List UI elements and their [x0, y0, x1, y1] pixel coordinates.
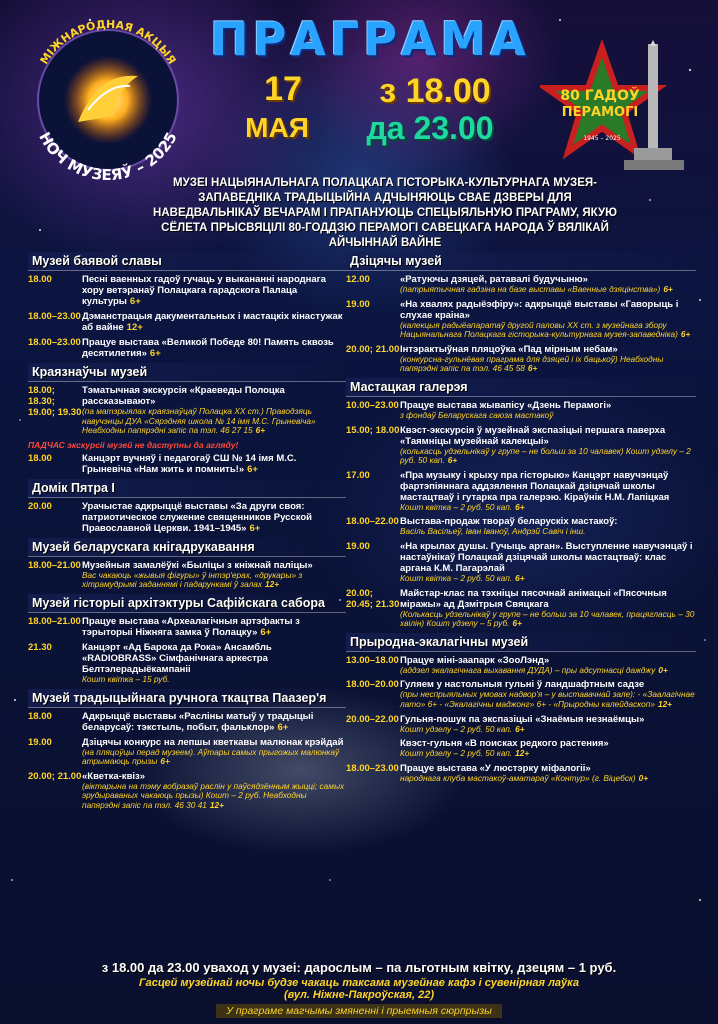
event-text: Квэст-экскурсія ў музейнай экспазіцыі першага паверха «Таямніцы музейнай калекцыі» [400, 424, 666, 447]
event-note: народнага клуба мастакоў-аматараў «Контур» (г. Віцебск) 0+ [400, 772, 649, 783]
event-text: Майстар-клас па тэхніцы пясочнай анімацыі «Пясочныя міражы» ад Дзмітрыя Свяцкага [400, 587, 667, 610]
event-body [82, 711, 346, 733]
event-text: Квэст-гульня «В поисках редкого растения» [400, 738, 609, 750]
intro-text: МУЗЕІ НАЦЫЯНАЛЬНАГА ПОЛАЦКАГА ГІСТОРЫКА-КУЛЬТУРНАГА МУЗЕЯ-ЗАПАВЕДНІКА ТРАДЫЦЫЙНА АДЧЫНЯЮЦЬ СВАЕ ДЗВЕРЫ ДЛЯ НАВЕДВАЛЬНІКАЎ ВЕЧАРАМ І ПРАПАНУЮЦЬ СПЕЦЫЯЛЬНУЮ ПРАГРАМУ, ЯКУЮ СЁЛЕТА ПРЫСВЯЦІЛІ 80-ГОДДЗЮ ПЕРАМОГІ САВЕЦКАГА НАРОДА Ў ВЯЛІКАЙ АЙЧЫННАЙ ВАЙНЕ [153, 177, 617, 249]
event-row [346, 470, 696, 513]
event-time: 10.00–23.00 [346, 399, 399, 411]
event-text: Дэманстрацыя дакументальных і мастацкіх кінастужак аб вайне [82, 311, 343, 333]
age-rating: 6+ [247, 463, 258, 475]
event-time: 18.00–22.00 [346, 516, 399, 528]
event-note: (па матэрыялах краязнаўцаў Полацка ХХ ст.) Праводзяць навучэнцы ДУА «Сярэдняя школа № 14 імя М.С. Грыневіча» Неабходны папярэдні запіс па тэл. 46 27 15 6+ [82, 406, 316, 436]
event-time: 19.00 [346, 540, 370, 552]
event-body [400, 541, 696, 584]
event-row [346, 714, 696, 735]
event-body [82, 616, 346, 638]
event-row [346, 541, 696, 584]
event-text: Працуе выстава жывапісу «Дзень Перамогі» [400, 399, 612, 411]
section-heading: Музей баявой славы [28, 252, 346, 271]
event-text: Гульня-пошук па экспазіцыі «Знаёмыя незнаёмцы» [400, 713, 645, 725]
event-note: (аддзел экалагічнага выхавання ДУДА) – пры адсутнасці дажджу 0+ [400, 664, 668, 675]
victory-80-badge [540, 40, 700, 180]
footer-cafe-info: Гасцей музейнай ночы будзе чакаць таксама музейнае кафэ і сувенірная лаўка [139, 977, 579, 989]
event-text: Музейныя замалёўкі «Былiцы з кніжнай паліцы» [82, 559, 313, 571]
event-time: 13.00–18.00 [346, 654, 399, 666]
event-text: «Кветка-квіз» [82, 770, 146, 782]
section-heading: Прыродна-экалагічны музей [346, 633, 696, 652]
event-text: Урачыстае адкрыццё выставы «За други своя: патриотическое служение священников Русской Православной Церкви. 1941–1945» [82, 500, 312, 534]
age-rating: 6+ [663, 284, 673, 294]
event-time: 18.00 [28, 452, 52, 464]
event-text: «На хвалях радыёэфіру»: адкрыццё выставы «Гаворыць і слухае краіна» [400, 298, 679, 321]
event-body [82, 337, 346, 359]
footer-address: (вул. Ніжне-Пакроўская, 22) [283, 989, 435, 1001]
event-time: 20.00; 21.00 [346, 343, 400, 355]
event-time: 20.00–22.00 [346, 713, 399, 725]
event-text: Тэматычная экскурсія «Краеведы Полоцка рассказывают» [82, 385, 285, 407]
event-text: «Пра музыку і крыху пра гісторыю» Канцэрт навучэнцаў фартэпіяннага аддзялення Полацкай дзіцячай школы мастацтваў і гутарка пра галерэю. Кіраўнік Н.М. Лапіцкая [400, 469, 670, 503]
event-text: Гуляем у настольныя гульні ў ландшафтным садзе [400, 679, 645, 691]
event-row [28, 737, 346, 767]
event-row [28, 560, 346, 590]
event-body [82, 453, 346, 475]
age-rating: 6+ [160, 756, 170, 767]
page-title: ПРАГРАМА [210, 12, 530, 66]
event-body [400, 274, 696, 295]
event-note: Кошт квітка – 2 руб. 50 кап. 6+ [400, 501, 525, 512]
section-heading: Домік Пятра І [28, 479, 346, 498]
event-note: з фондаў Беларускага саюза мастакоў [400, 409, 554, 420]
event-text: Адкрыццё выставы «Расліны матыў у традыцыі беларусаў: тэкстыль, побыт, фальклор» [82, 710, 314, 733]
event-body [82, 274, 346, 307]
event-row [28, 616, 346, 638]
event-note: (колькасць удзельнікаў у групе – не больш за 10 чалавек) Кошт удзелу – 2 руб. 50 кап. 6+ [400, 445, 691, 466]
event-body [82, 501, 346, 534]
age-rating: 6+ [260, 626, 272, 638]
age-rating: 0+ [658, 664, 668, 675]
event-body [400, 400, 696, 421]
date-month: МАЯ [245, 112, 309, 143]
event-text: Працуе выстава «Археалагічныя артэфакты з тэрыторыі Ніжняга замка ў Полацку» [82, 615, 300, 638]
age-rating: 6+ [680, 329, 691, 340]
age-rating: 12+ [515, 748, 530, 759]
event-row [346, 274, 696, 295]
event-text: Інтэрактыўная пляцоўка «Пад мірным небам» [400, 343, 618, 355]
event-time: 20.00; 21.00 [28, 770, 82, 782]
event-row [28, 385, 346, 436]
event-note: Кошт квітка – 2 руб. 50 кап. 6+ [400, 572, 525, 583]
event-body [82, 385, 346, 436]
event-note: (калекцыя радыёапаратаў другой паловы ХХ ст. з музейнага збору Нацыянальнага Полацкага гісторыка-культурнага музея-запаведніка) 6+ [400, 319, 691, 340]
badge-line2: ПЕРАМОГІ [561, 105, 639, 120]
age-rating: 0+ [638, 772, 649, 783]
event-time: 18.00 [28, 274, 52, 285]
time-to: да 23.00 [366, 110, 494, 146]
event-note: Кошт удзелу – 2 руб. 50 кап. 12+ [400, 748, 530, 759]
event-text: Працуе выстава «У люстэрку міфалогіі» [400, 762, 591, 774]
footer-entry-info: з 18.00 да 23.00 уваход у музеі: дарослым – па льготным квітку, дзецям – 1 руб. [101, 960, 617, 975]
event-note: Васіль Васільеў, Іван Іваноў, Андрэй Савіч і інш. [400, 526, 586, 537]
event-time: 21.30 [28, 641, 52, 653]
event-body [400, 655, 696, 676]
event-row [28, 501, 346, 534]
event-note: Кошт квітка – 15 руб. [82, 673, 170, 684]
time-from: з 18.00 [379, 72, 491, 110]
event-row [346, 516, 696, 537]
event-text: Дзіцячы конкурс на лепшы кветкавы малюнак крэйдай [82, 736, 344, 748]
event-row [28, 274, 346, 307]
age-rating: 6+ [277, 721, 289, 733]
date-day: 17 [264, 70, 302, 108]
event-text: Выстава-продаж твораў беларускіх мастакоў: [400, 516, 618, 528]
event-time: 18.00–21.00 [28, 559, 81, 571]
event-text: Працуе міні-заапарк «ЗооЛэнд» [400, 654, 550, 666]
age-rating: 6+ [129, 296, 141, 307]
event-body [400, 299, 696, 340]
age-rating: 6+ [447, 455, 458, 466]
logo-top-text: МІЖНАРОДНАЯ АКЦЫЯ [37, 17, 179, 67]
event-time: 12.00 [346, 274, 370, 285]
event-note: (на пляцоўцы перад музеем). Аўтары самых прыгожых малюнкаў атрымаюць прызы 6+ [82, 746, 340, 767]
event-body [400, 738, 696, 759]
event-time [346, 738, 400, 759]
event-text: Працуе выстава «Великой Победе 80! Память сквозь десятилетия» [82, 337, 334, 359]
event-note: (патрыятычная гадзіна на базе выставы «Ваенные дзяцінства») 6+ [400, 284, 673, 294]
footer-disclaimer: У праграме магчымы змяненні і прыемныя сюрпрызы [216, 1004, 502, 1018]
age-rating: 12+ [265, 579, 280, 590]
event-text: Песні ваенных гадоў гучаць у выкананні народнага хору ветэранаў Полацкага гарадскога Палаца культуры [82, 274, 326, 307]
badge-line1: 80 ГАДОЎ [560, 88, 640, 104]
event-body [82, 560, 346, 590]
event-row [346, 738, 696, 759]
event-note: Вас чакаюць «жывыя фігуры» ў інтэр'ерах, «друкары» з хітрамудрымі заданнямі і падарункамі ў залах 12+ [82, 569, 303, 590]
event-row [346, 299, 696, 340]
event-time: 18.00–23.00 [28, 337, 81, 348]
event-time: 18.00–20.00 [346, 679, 399, 691]
event-time: 18.00 [28, 710, 52, 722]
event-text: «Ратуючы дзяцей, ратавалі будучыню» [400, 274, 588, 285]
section-heading: Музей традыцыйнага ручнога ткацтва Паазер'я [28, 689, 346, 708]
age-rating: 6+ [512, 618, 522, 629]
event-text: «На крылах душы. Гучыць арган». Выступленне навучэнцаў і настаўнікаў Полацкай дзіцячай школы мастацтваў: клас аргана К.М. Пагарэлай [400, 540, 693, 574]
event-note: (конкурсна-гульнёвая праграма для дзяцей і іх бацькоў) Неабходны папярэдні запіс па тэл. 46 45 58 6+ [400, 353, 664, 374]
museum-night-logo [18, 12, 198, 182]
event-text: Канцэрт «Ад Барока да Рока» Ансамбль «RADIOBRASS» Сімфанічнага аркестра Белтэлерадыёкампаніі [82, 641, 272, 675]
event-time: 20.00; 20.45; 21.30 [346, 587, 400, 610]
age-rating: 6+ [515, 723, 525, 734]
event-note: (віктарына на тэму вобразаў раслін у паўсядзённым жыцці; самых эрудыраваных чакаюць прызы) Кошт – 2 руб. Неабходны папярэдні запіс па тэл. 46 30 41 12+ [82, 780, 345, 810]
event-row [28, 711, 346, 733]
right-column [346, 248, 696, 787]
event-time: 18.00–23.00 [28, 311, 81, 322]
age-rating: 6+ [255, 425, 266, 436]
age-rating: 12+ [126, 322, 143, 333]
event-note: Кошт удзелу – 2 руб. 50 кап. 6+ [400, 723, 525, 734]
age-rating: 6+ [527, 363, 538, 374]
event-time: 17.00 [346, 469, 370, 481]
event-row [346, 763, 696, 784]
event-row [346, 400, 696, 421]
age-rating: 6+ [515, 501, 525, 512]
event-body [400, 425, 696, 466]
age-rating: 12+ [657, 698, 673, 709]
event-time: 19.00 [346, 298, 370, 310]
event-time: 18.00–21.00 [28, 615, 81, 627]
event-row [28, 771, 346, 811]
event-body [400, 588, 696, 629]
section-heading: Краязнаўчы музей [28, 363, 346, 382]
event-row [28, 311, 346, 333]
event-body [400, 470, 696, 513]
age-rating: 12+ [209, 799, 224, 810]
event-body [400, 516, 696, 537]
event-body [400, 714, 696, 735]
event-body [400, 344, 696, 374]
event-row [28, 453, 346, 475]
event-row [346, 655, 696, 676]
event-time: 18.00; 18.30; 19.00; 19.30 [28, 385, 82, 418]
event-row [346, 425, 696, 466]
event-body [82, 771, 346, 811]
age-rating: 6+ [249, 522, 261, 534]
event-body [82, 737, 346, 767]
logo-bottom-text: НОЧ МУЗЕЯЎ – 2025 [35, 128, 181, 182]
left-column [28, 248, 346, 815]
event-body [82, 311, 346, 333]
badge-years: 1945 – 2025 [583, 135, 621, 142]
event-time: 19.00 [28, 736, 52, 748]
event-body [400, 763, 696, 784]
event-time: 15.00; 18.00 [346, 424, 400, 436]
event-body [82, 642, 346, 685]
event-body [400, 679, 696, 709]
alert-note: ПАДЧАС экскурсіі музей не даступны да агляду! [28, 439, 239, 450]
age-rating: 6+ [149, 348, 161, 359]
section-heading: Дзіцячы музей [346, 252, 696, 271]
section-heading: Музей беларускага кнігадрукавання [28, 538, 346, 557]
age-rating: 6+ [515, 572, 525, 583]
event-row [28, 337, 346, 359]
event-time: 18.00–23.00 [346, 762, 399, 774]
event-row [346, 679, 696, 709]
event-note: (пры неспрыяльных умовах надвор'я – у выставачнай зале): - «Заалагічнае лато» 6+ - «Экалагічны маджонг» 6+ - «Прыродны калейдаскоп» 12+ [400, 689, 695, 709]
event-time: 20.00 [28, 500, 52, 512]
section-heading: Музей гісторыі архітэктуры Сафійскага сабора [28, 594, 346, 613]
event-note: (Колькасць удзельнікаў у групе – не больш за 10 чалавек, працягласць – 30 хвілін) Кошт удзелу – 5 руб. 6+ [400, 608, 695, 629]
event-row [346, 588, 696, 629]
event-row [346, 344, 696, 374]
event-text: Канцэрт вучняў і педагогаў СШ № 14 імя М.С. Грыневіча «Нам жить и помнить!» [82, 452, 297, 475]
section-heading: Мастацкая галерэя [346, 378, 696, 397]
footer [0, 960, 718, 1019]
event-row [28, 642, 346, 685]
